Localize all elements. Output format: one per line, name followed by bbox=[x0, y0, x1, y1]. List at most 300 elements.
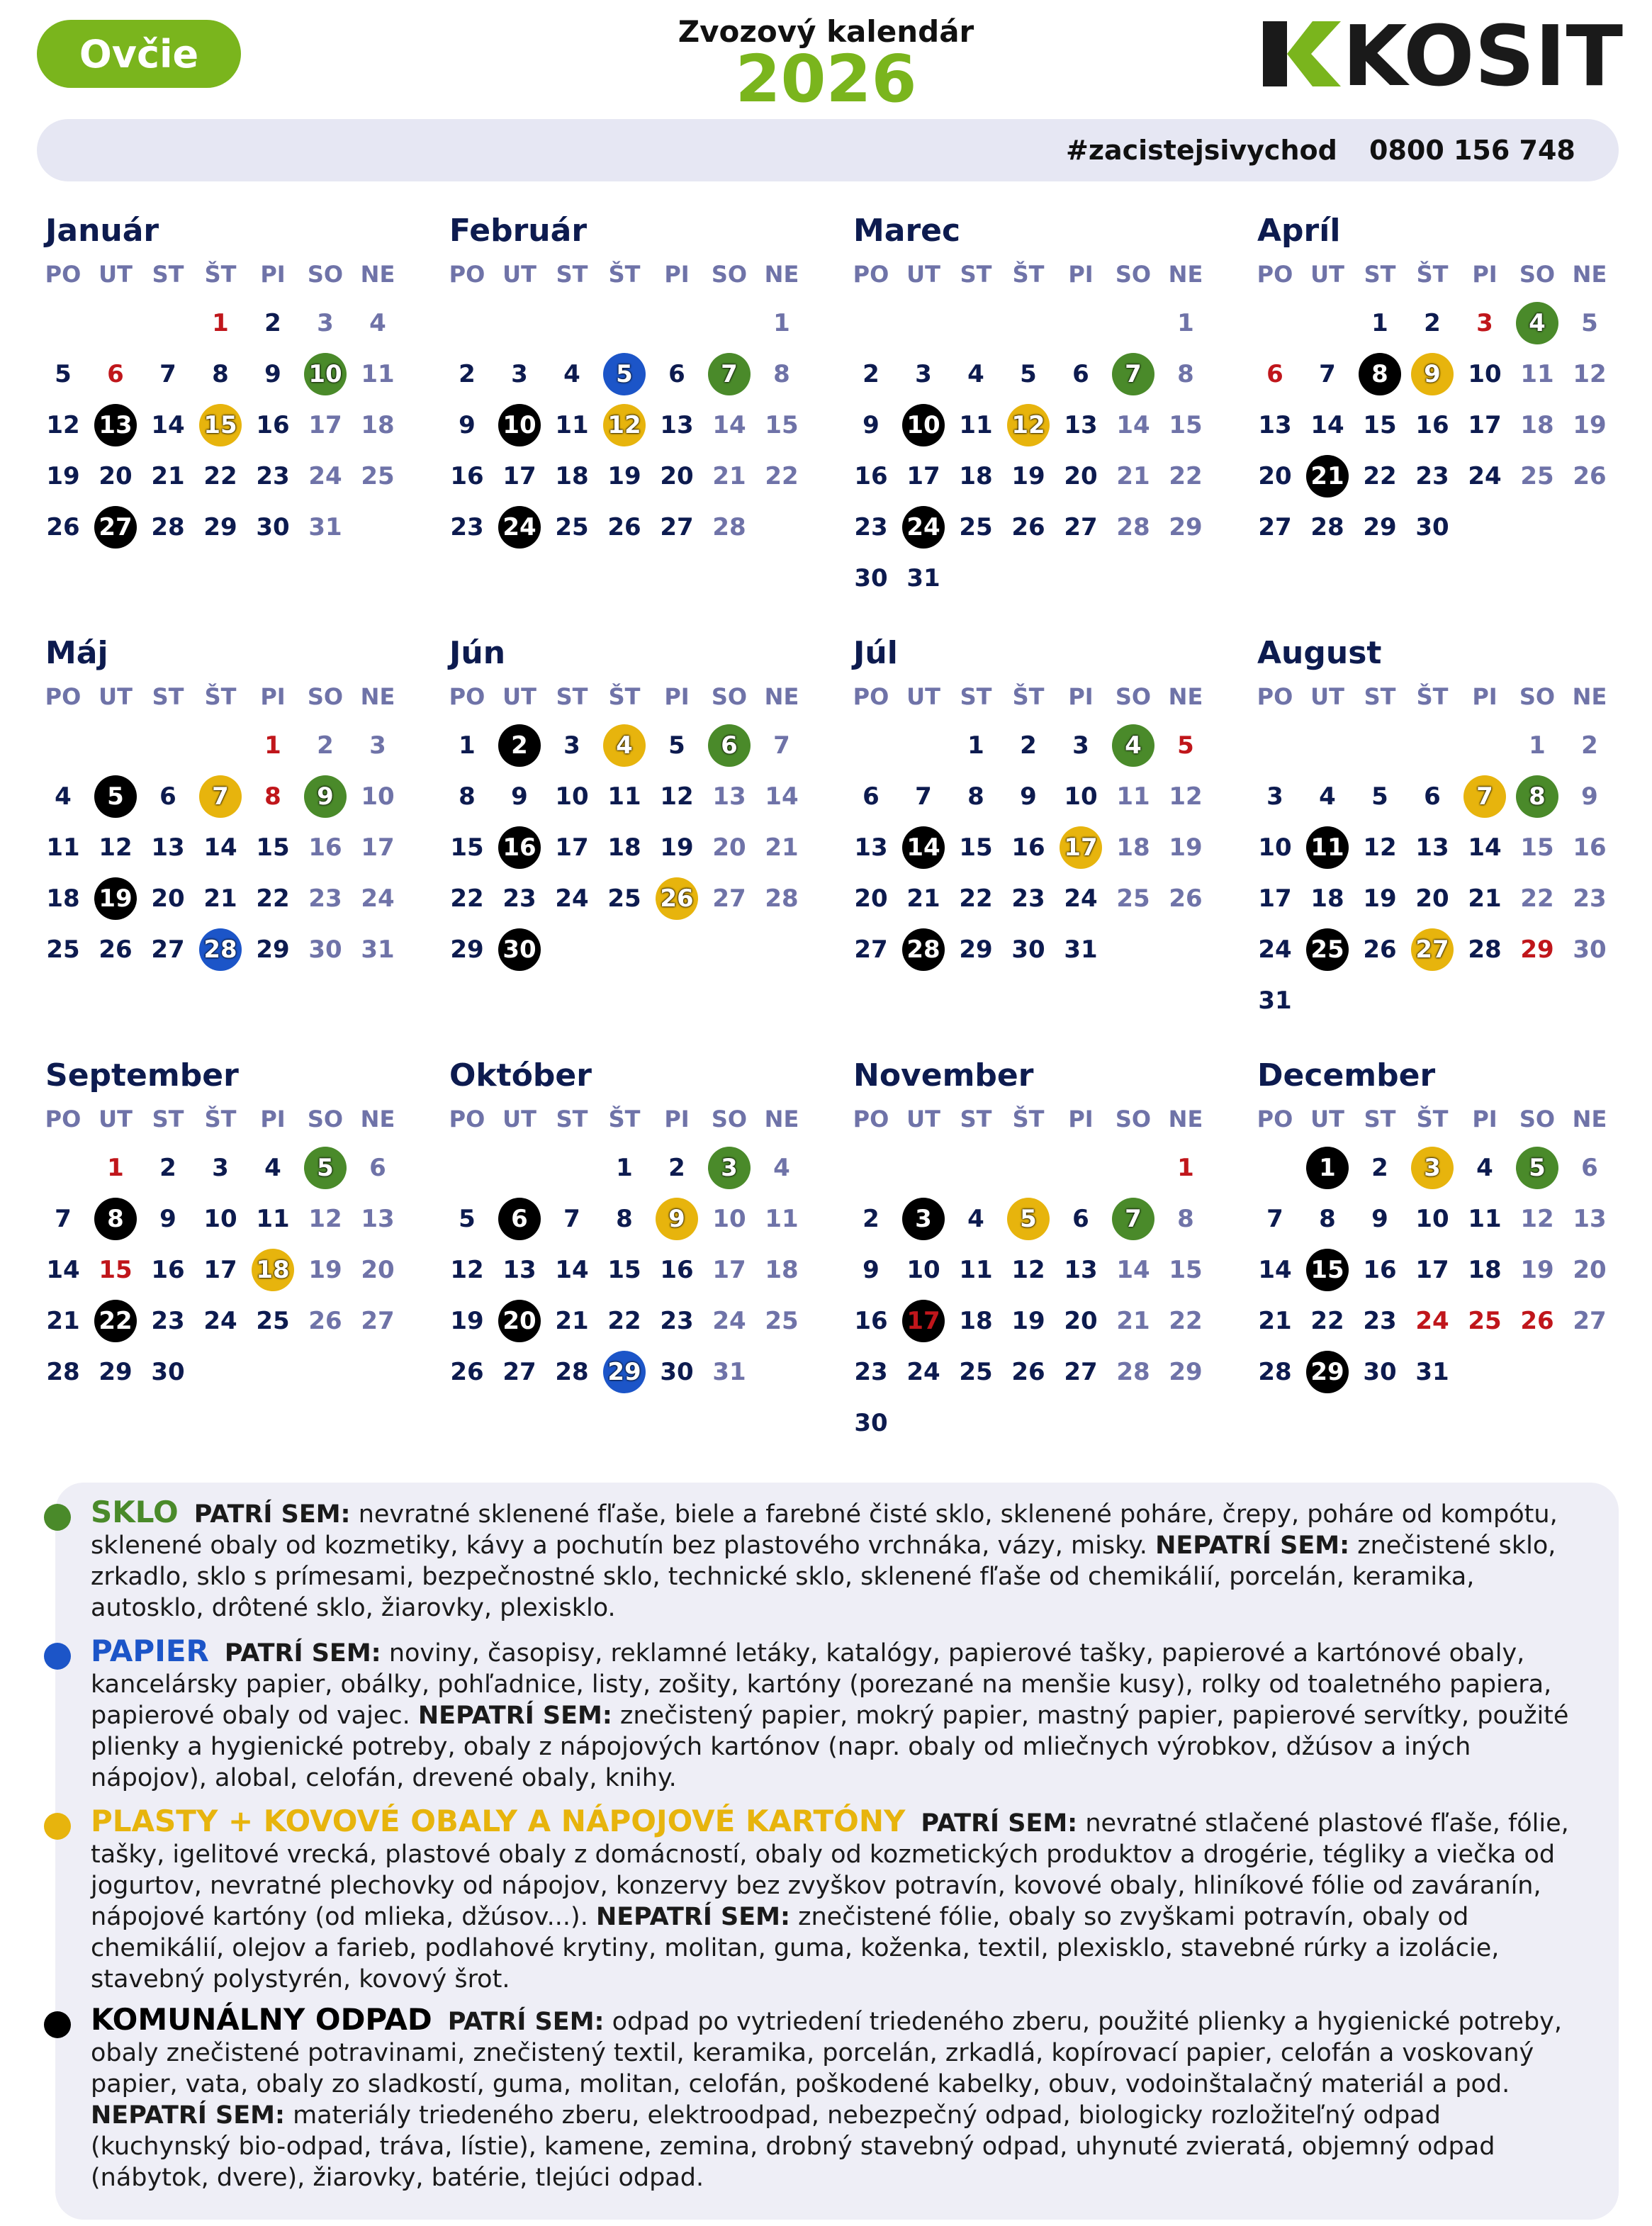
day-cell: 3 bbox=[511, 360, 528, 388]
day-cell: 12 bbox=[1573, 360, 1607, 388]
weekday-label: PO bbox=[45, 683, 82, 710]
weekday-label: PO bbox=[853, 261, 889, 288]
day-cell: 31 bbox=[906, 564, 940, 592]
day-cell: 20 bbox=[1258, 462, 1292, 490]
day-cell: 29 bbox=[1169, 1358, 1203, 1386]
day-cell: 17 bbox=[906, 462, 940, 490]
day-cell: 15 bbox=[959, 833, 993, 862]
collection-marker: 8 bbox=[1516, 775, 1558, 818]
day-cell: 13 bbox=[1573, 1205, 1607, 1233]
day-cell: 1 bbox=[1529, 731, 1546, 760]
collection-marker: 27 bbox=[94, 506, 137, 549]
day-cell: 16 bbox=[151, 1256, 185, 1284]
day-cell: 16 bbox=[1011, 833, 1045, 862]
day-cell: 29 bbox=[203, 513, 237, 541]
weekday-label: ST bbox=[556, 1106, 588, 1132]
day-cell: 19 bbox=[1520, 1256, 1554, 1284]
day-cell bbox=[493, 724, 546, 767]
day-cell: 6 bbox=[1424, 782, 1441, 811]
weekday-label: PI bbox=[1472, 1106, 1498, 1132]
day-cell: 30 bbox=[660, 1358, 694, 1386]
day-cell: 26 bbox=[1169, 884, 1203, 913]
day-cell: 30 bbox=[256, 513, 290, 541]
day-cell: 26 bbox=[1011, 1358, 1045, 1386]
day-cell: 10 bbox=[906, 1256, 940, 1284]
day-cell: 18 bbox=[607, 833, 641, 862]
day-cell bbox=[89, 1198, 142, 1240]
day-cell: 19 bbox=[450, 1307, 484, 1335]
day-cell: 12 bbox=[1169, 782, 1203, 811]
day-cell: 28 bbox=[555, 1358, 589, 1386]
weekday-label: SO bbox=[1519, 683, 1556, 710]
green-dot-icon bbox=[44, 1504, 71, 1531]
day-cell: 29 bbox=[99, 1358, 133, 1386]
day-cell: 31 bbox=[1415, 1358, 1449, 1386]
day-cell bbox=[703, 1147, 755, 1189]
day-cell: 27 bbox=[361, 1307, 395, 1335]
day-cell bbox=[1301, 826, 1354, 869]
day-cell: 26 bbox=[46, 513, 80, 541]
day-cell: 6 bbox=[1266, 360, 1283, 388]
day-cell bbox=[194, 928, 247, 971]
day-cell: 24 bbox=[1258, 935, 1292, 964]
collection-marker: 10 bbox=[304, 353, 347, 395]
collection-marker: 8 bbox=[94, 1198, 137, 1240]
day-cell: 24 bbox=[555, 884, 589, 913]
weekday-label: ST bbox=[152, 683, 184, 710]
weekday-label: UT bbox=[99, 683, 133, 710]
day-cell bbox=[598, 1351, 651, 1393]
collection-marker: 19 bbox=[94, 877, 137, 920]
day-cell: 27 bbox=[502, 1358, 536, 1386]
weekday-label: ŠT bbox=[1012, 261, 1045, 288]
day-cell: 9 bbox=[459, 411, 476, 439]
day-cell: 19 bbox=[1011, 462, 1045, 490]
collection-marker: 7 bbox=[199, 775, 242, 818]
day-cell bbox=[1406, 928, 1459, 971]
day-cell: 17 bbox=[361, 833, 395, 862]
day-cell: 22 bbox=[450, 884, 484, 913]
day-cell: 20 bbox=[1415, 884, 1449, 913]
collection-marker: 29 bbox=[1306, 1351, 1349, 1393]
collection-marker: 17 bbox=[1060, 826, 1102, 869]
day-cell bbox=[194, 404, 247, 446]
day-cell: 8 bbox=[616, 1205, 633, 1233]
day-cell bbox=[1002, 404, 1055, 446]
day-cell: 20 bbox=[99, 462, 133, 490]
day-cell: 17 bbox=[502, 462, 536, 490]
day-cell: 20 bbox=[660, 462, 694, 490]
day-cell: 17 bbox=[308, 411, 342, 439]
weekday-label: PI bbox=[664, 1106, 690, 1132]
collection-marker: 4 bbox=[603, 724, 646, 767]
day-cell: 22 bbox=[203, 462, 237, 490]
day-cell: 3 bbox=[915, 360, 932, 388]
weekday-label: ST bbox=[1364, 261, 1396, 288]
day-cell: 29 bbox=[959, 935, 993, 964]
day-cell: 13 bbox=[712, 782, 746, 811]
day-cell: 21 bbox=[555, 1307, 589, 1335]
collection-marker: 8 bbox=[1359, 353, 1401, 395]
weekday-label: SO bbox=[307, 1106, 344, 1132]
collection-marker: 13 bbox=[94, 404, 137, 446]
day-cell: 28 bbox=[46, 1358, 80, 1386]
day-cell bbox=[897, 1198, 950, 1240]
collection-marker: 9 bbox=[304, 775, 347, 818]
day-cell bbox=[897, 506, 950, 549]
day-cell: 4 bbox=[563, 360, 580, 388]
day-cell: 23 bbox=[1363, 1307, 1397, 1335]
day-cell: 2 bbox=[862, 1205, 880, 1233]
day-cell: 9 bbox=[1371, 1205, 1388, 1233]
day-cell: 1 bbox=[773, 309, 790, 337]
day-cell: 31 bbox=[1064, 935, 1098, 964]
day-cell: 16 bbox=[1415, 411, 1449, 439]
day-cell: 14 bbox=[46, 1256, 80, 1284]
day-cell: 11 bbox=[256, 1205, 290, 1233]
weekday-label: ST bbox=[556, 261, 588, 288]
day-cell: 24 bbox=[1064, 884, 1098, 913]
day-cell: 3 bbox=[212, 1154, 229, 1182]
day-cell: 31 bbox=[1258, 986, 1292, 1015]
day-cell: 14 bbox=[1468, 833, 1502, 862]
day-cell: 19 bbox=[46, 462, 80, 490]
collection-marker: 12 bbox=[603, 404, 646, 446]
day-cell: 23 bbox=[854, 1358, 888, 1386]
logo-text: KOSIT bbox=[1342, 18, 1623, 89]
day-cell: 10 bbox=[1064, 782, 1098, 811]
weekday-label: ŠT bbox=[204, 683, 237, 710]
day-cell: 25 bbox=[46, 935, 80, 964]
collection-marker: 20 bbox=[498, 1300, 541, 1342]
day-cell: 6 bbox=[1072, 1205, 1089, 1233]
day-cell: 14 bbox=[203, 833, 237, 862]
collection-marker: 10 bbox=[498, 404, 541, 446]
day-cell: 31 bbox=[308, 513, 342, 541]
weekday-label: PI bbox=[664, 261, 690, 288]
day-cell bbox=[651, 1198, 703, 1240]
day-cell: 17 bbox=[555, 833, 589, 862]
weekday-label: ŠT bbox=[1416, 683, 1449, 710]
weekday-label: PO bbox=[1257, 1106, 1293, 1132]
day-cell bbox=[1511, 1147, 1563, 1189]
phone-number: 0800 156 748 bbox=[1369, 135, 1575, 166]
day-cell: 17 bbox=[712, 1256, 746, 1284]
weekday-label: NE bbox=[1572, 1106, 1607, 1132]
weekday-label: ST bbox=[556, 683, 588, 710]
day-cell: 21 bbox=[203, 884, 237, 913]
day-cell: 26 bbox=[99, 935, 133, 964]
day-cell: 11 bbox=[1116, 782, 1150, 811]
day-cell: 7 bbox=[1266, 1205, 1283, 1233]
day-cell: 19 bbox=[1573, 411, 1607, 439]
weekday-label: SO bbox=[307, 683, 344, 710]
day-cell: 29 bbox=[1169, 513, 1203, 541]
day-cell: 30 bbox=[1363, 1358, 1397, 1386]
day-cell: 5 bbox=[668, 731, 685, 760]
day-cell: 30 bbox=[1415, 513, 1449, 541]
day-cell: 18 bbox=[959, 1307, 993, 1335]
day-cell bbox=[651, 877, 703, 920]
weekday-label: PO bbox=[449, 261, 485, 288]
weekday-label: NE bbox=[1168, 261, 1203, 288]
day-cell: 20 bbox=[361, 1256, 395, 1284]
month-name: December bbox=[1257, 1057, 1436, 1094]
day-cell: 8 bbox=[773, 360, 790, 388]
day-cell: 31 bbox=[712, 1358, 746, 1386]
collection-marker: 18 bbox=[252, 1249, 294, 1291]
day-cell: 29 bbox=[1520, 935, 1554, 964]
day-cell bbox=[299, 775, 352, 818]
day-cell: 18 bbox=[1520, 411, 1554, 439]
day-cell: 15 bbox=[256, 833, 290, 862]
day-cell: 18 bbox=[1468, 1256, 1502, 1284]
weekday-label: NE bbox=[1168, 683, 1203, 710]
day-cell: 14 bbox=[1116, 1256, 1150, 1284]
day-cell: 7 bbox=[915, 782, 932, 811]
day-cell: 4 bbox=[967, 1205, 984, 1233]
day-cell bbox=[89, 775, 142, 818]
collection-marker: 9 bbox=[656, 1198, 698, 1240]
day-cell: 27 bbox=[1064, 1358, 1098, 1386]
day-cell: 11 bbox=[959, 1256, 993, 1284]
month-10 bbox=[441, 1057, 809, 1454]
day-cell: 5 bbox=[1581, 309, 1598, 337]
weekday-label: UT bbox=[502, 261, 536, 288]
day-cell: 21 bbox=[46, 1307, 80, 1335]
day-cell: 11 bbox=[555, 411, 589, 439]
day-cell: 24 bbox=[203, 1307, 237, 1335]
day-cell: 5 bbox=[55, 360, 72, 388]
weekday-label: UT bbox=[1310, 261, 1344, 288]
day-cell: 11 bbox=[361, 360, 395, 388]
collection-marker: 10 bbox=[902, 404, 945, 446]
weekday-label: NE bbox=[360, 1106, 395, 1132]
day-cell: 20 bbox=[1064, 1307, 1098, 1335]
day-cell: 1 bbox=[1177, 309, 1194, 337]
day-cell: 5 bbox=[1020, 360, 1037, 388]
day-cell: 30 bbox=[308, 935, 342, 964]
day-cell: 27 bbox=[712, 884, 746, 913]
day-cell bbox=[1511, 775, 1563, 818]
day-cell: 20 bbox=[1064, 462, 1098, 490]
weekday-label: PI bbox=[1472, 683, 1498, 710]
day-cell: 3 bbox=[1072, 731, 1089, 760]
day-cell: 24 bbox=[1468, 462, 1502, 490]
day-cell: 14 bbox=[1310, 411, 1344, 439]
day-cell: 4 bbox=[55, 782, 72, 811]
collection-marker: 16 bbox=[498, 826, 541, 869]
day-cell bbox=[493, 928, 546, 971]
day-cell: 23 bbox=[1011, 884, 1045, 913]
month-name: Jún bbox=[449, 635, 506, 671]
weekday-label: PI bbox=[260, 1106, 286, 1132]
weekday-label: NE bbox=[764, 683, 799, 710]
weekday-label: PI bbox=[1068, 1106, 1094, 1132]
day-cell: 10 bbox=[712, 1205, 746, 1233]
day-cell: 19 bbox=[1363, 884, 1397, 913]
weekday-label: NE bbox=[360, 261, 395, 288]
weekday-label: PI bbox=[1068, 261, 1094, 288]
day-cell: 7 bbox=[563, 1205, 580, 1233]
day-cell: 16 bbox=[660, 1256, 694, 1284]
day-cell: 2 bbox=[264, 309, 281, 337]
day-cell: 15 bbox=[450, 833, 484, 862]
day-cell: 2 bbox=[1371, 1154, 1388, 1182]
day-cell: 3 bbox=[317, 309, 334, 337]
day-cell: 20 bbox=[712, 833, 746, 862]
day-cell: 11 bbox=[46, 833, 80, 862]
contact-bar bbox=[37, 119, 1619, 181]
day-cell bbox=[89, 877, 142, 920]
month-name: Január bbox=[45, 213, 159, 249]
collection-marker: 9 bbox=[1411, 353, 1454, 395]
collection-marker: 5 bbox=[1516, 1147, 1558, 1189]
day-cell bbox=[1301, 455, 1354, 498]
day-cell: 25 bbox=[765, 1307, 799, 1335]
day-cell: 28 bbox=[1116, 1358, 1150, 1386]
day-cell: 27 bbox=[151, 935, 185, 964]
weekday-label: UT bbox=[1310, 683, 1344, 710]
month-name: September bbox=[45, 1057, 239, 1094]
day-cell: 17 bbox=[203, 1256, 237, 1284]
day-cell: 15 bbox=[1169, 411, 1203, 439]
day-cell bbox=[703, 724, 755, 767]
weekday-label: ŠT bbox=[204, 261, 237, 288]
day-cell: 2 bbox=[668, 1154, 685, 1182]
collection-marker: 25 bbox=[1306, 928, 1349, 971]
day-cell: 15 bbox=[765, 411, 799, 439]
day-cell: 25 bbox=[361, 462, 395, 490]
collection-marker: 11 bbox=[1306, 826, 1349, 869]
day-cell: 13 bbox=[1064, 1256, 1098, 1284]
day-cell: 18 bbox=[361, 411, 395, 439]
weekday-label: SO bbox=[711, 261, 748, 288]
day-cell: 22 bbox=[765, 462, 799, 490]
day-cell: 22 bbox=[607, 1307, 641, 1335]
day-cell: 27 bbox=[854, 935, 888, 964]
day-cell: 11 bbox=[1520, 360, 1554, 388]
legend-municipal: KOMUNÁLNY ODPAD PATRÍ SEM: odpad po vytriedení triedeného zberu, použité plienky a hygienické potreby, obaly znečistené potravinami, znečistený textil, keramika, porcelán, zrkadlá, kopírovací papier, celofán a voskovaný papier, vata, obaly zo sladkostí, guma, molitan, celofán, poškodené kabelky, obuv, vodoinštalačný materiál a pod. NEPATRÍ SEM: materiály triedeného zberu, elektroodpad, nebezpečný odpad, biologicky rozložiteľný odpad (kuchynský bio-odpad, tráva, lístie), kamene, zemina, drobný stavebný odpad, uhynuté zvieratá, objemný odpad (nábytok, dvere), žiarovky, batérie, tlejúci odpad. bbox=[91, 2002, 1563, 2192]
day-cell: 23 bbox=[450, 513, 484, 541]
day-cell: 25 bbox=[1468, 1307, 1502, 1335]
collection-marker: 29 bbox=[603, 1351, 646, 1393]
day-cell bbox=[1406, 353, 1459, 395]
day-cell: 28 bbox=[1468, 935, 1502, 964]
legend-plastics: PLASTY + KOVOVÉ OBALY A NÁPOJOVÉ KARTÓNY PATRÍ SEM: nevratné stlačené plastové fľaše, fólie, tašky, igelitové vrecká, plastové obaly z domácností, obaly od kozmetických produktov a drogérie, tégliky a viečka od jogurtov, nevratné plechovky od nápojov, konzervy bez zvyškov potravín, kovové obaly, hliníkové fólie od zaváranín, nápojové kartóny (od mlieka, džúsov...). NEPATRÍ SEM: znečistené fólie, obaly so zvyškami potravín, obaly od chemikálií, olejov a farieb, podlahové krytiny, molitan, guma, koženka, textil, plexisklo, stavebné rúrky a izolácie, stavebný polystyrén, kovový šrot. bbox=[91, 1804, 1569, 1994]
day-cell: 6 bbox=[1072, 360, 1089, 388]
day-cell: 23 bbox=[308, 884, 342, 913]
day-cell: 28 bbox=[1116, 513, 1150, 541]
day-cell bbox=[598, 724, 651, 767]
day-cell: 6 bbox=[1581, 1154, 1598, 1182]
day-cell: 1 bbox=[967, 731, 984, 760]
day-cell: 23 bbox=[660, 1307, 694, 1335]
hashtag: #zacistejsivychod bbox=[1066, 135, 1337, 166]
day-cell: 11 bbox=[607, 782, 641, 811]
day-cell: 20 bbox=[854, 884, 888, 913]
day-cell bbox=[1055, 826, 1107, 869]
day-cell: 13 bbox=[502, 1256, 536, 1284]
weekday-label: ST bbox=[960, 261, 992, 288]
day-cell: 21 bbox=[1116, 1307, 1150, 1335]
weekday-label: SO bbox=[1115, 1106, 1152, 1132]
weekday-label: PO bbox=[449, 683, 485, 710]
month-11 bbox=[845, 1057, 1213, 1454]
legend-paper: PAPIER PATRÍ SEM: noviny, časopisy, reklamné letáky, katalógy, papierové tašky, papierové a kartónové obaly, kancelársky papier, obálky, pohľadnice, listy, zošity, kartóny (porezané na menšie kusy), rolky od toaletného papiera, papierové obaly od vajec. NEPATRÍ SEM: znečistený papier, mokrý papier, mastný papier, papierové servítky, použité plienky a hygienické potreby, obaly z nápojových kartónov (napr. obaly od mliečnych výrobkov, džúsov a iných nápojov), alobal, celofán, drevené obaly, knihy. bbox=[91, 1634, 1569, 1792]
day-cell: 24 bbox=[906, 1358, 940, 1386]
day-cell: 2 bbox=[159, 1154, 176, 1182]
day-cell: 23 bbox=[1415, 462, 1449, 490]
day-cell: 26 bbox=[1363, 935, 1397, 964]
month-9 bbox=[37, 1057, 405, 1454]
day-cell: 9 bbox=[1020, 782, 1037, 811]
collection-marker: 24 bbox=[902, 506, 945, 549]
day-cell: 27 bbox=[1258, 513, 1292, 541]
day-cell: 23 bbox=[502, 884, 536, 913]
day-cell: 1 bbox=[459, 731, 476, 760]
day-cell: 28 bbox=[765, 884, 799, 913]
day-cell: 14 bbox=[765, 782, 799, 811]
day-cell: 10 bbox=[555, 782, 589, 811]
day-cell: 22 bbox=[1169, 1307, 1203, 1335]
day-cell: 3 bbox=[1266, 782, 1283, 811]
day-cell: 5 bbox=[459, 1205, 476, 1233]
weekday-label: SO bbox=[1519, 1106, 1556, 1132]
day-cell bbox=[1301, 928, 1354, 971]
day-cell: 13 bbox=[660, 411, 694, 439]
month-7 bbox=[845, 635, 1213, 1032]
day-cell bbox=[493, 404, 546, 446]
day-cell: 19 bbox=[308, 1256, 342, 1284]
month-name: Marec bbox=[853, 213, 961, 249]
day-cell: 12 bbox=[1011, 1256, 1045, 1284]
weekday-label: NE bbox=[1168, 1106, 1203, 1132]
day-cell: 23 bbox=[1573, 884, 1607, 913]
day-cell: 19 bbox=[607, 462, 641, 490]
day-cell: 10 bbox=[361, 782, 395, 811]
day-cell: 25 bbox=[959, 513, 993, 541]
day-cell: 9 bbox=[159, 1205, 176, 1233]
collection-marker: 3 bbox=[708, 1147, 751, 1189]
day-cell: 26 bbox=[450, 1358, 484, 1386]
day-cell: 30 bbox=[1011, 935, 1045, 964]
weekday-label: UT bbox=[502, 1106, 536, 1132]
weekday-label: ŠT bbox=[1416, 1106, 1449, 1132]
day-cell: 10 bbox=[1415, 1205, 1449, 1233]
day-cell: 16 bbox=[854, 462, 888, 490]
day-cell: 24 bbox=[361, 884, 395, 913]
collection-marker: 14 bbox=[902, 826, 945, 869]
weekday-label: UT bbox=[906, 261, 940, 288]
weekday-label: SO bbox=[1519, 261, 1556, 288]
weekday-label: PO bbox=[853, 683, 889, 710]
day-cell: 18 bbox=[1310, 884, 1344, 913]
collection-marker: 22 bbox=[94, 1300, 137, 1342]
day-cell: 9 bbox=[862, 1256, 880, 1284]
day-cell: 2 bbox=[317, 731, 334, 760]
day-cell: 1 bbox=[1371, 309, 1388, 337]
collection-marker: 2 bbox=[498, 724, 541, 767]
day-cell: 29 bbox=[256, 935, 290, 964]
day-cell: 25 bbox=[1116, 884, 1150, 913]
day-cell bbox=[299, 1147, 352, 1189]
day-cell: 25 bbox=[1520, 462, 1554, 490]
day-cell bbox=[89, 506, 142, 549]
day-cell bbox=[897, 1300, 950, 1342]
day-cell: 27 bbox=[1064, 513, 1098, 541]
day-cell: 25 bbox=[555, 513, 589, 541]
